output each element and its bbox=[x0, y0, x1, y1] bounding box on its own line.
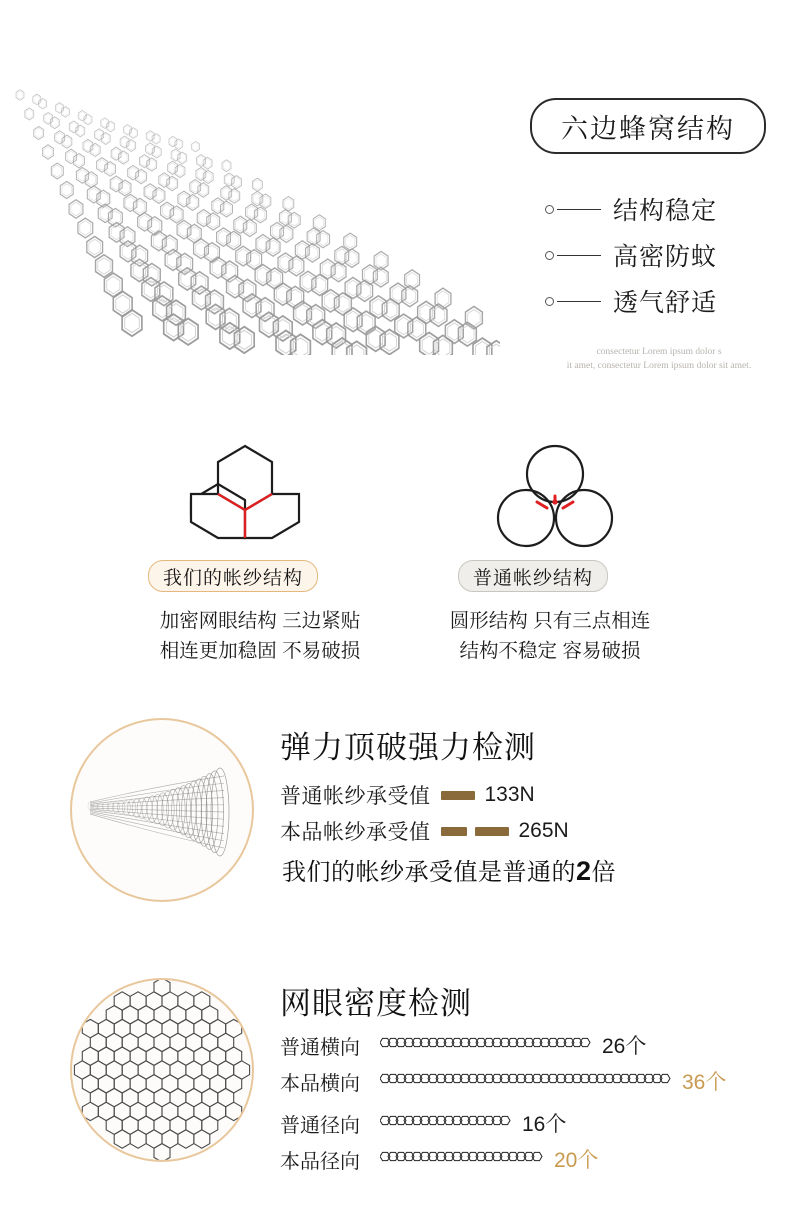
bullet-line-icon bbox=[557, 209, 601, 210]
density-chain-2 bbox=[380, 1110, 514, 1137]
tag-our-structure-label: 我们的帐纱结构 bbox=[163, 567, 304, 589]
bullet-dot-icon bbox=[545, 297, 554, 306]
density-row bbox=[280, 1144, 598, 1174]
density-heading: 网眼密度检测 bbox=[280, 986, 472, 1021]
hexagon-cluster-diagram bbox=[160, 438, 330, 548]
burst-bar bbox=[475, 827, 509, 836]
hero-latin-caption bbox=[548, 345, 770, 373]
tag-normal-structure-label: 普通帐纱结构 bbox=[473, 567, 594, 589]
feature-label: 高密防蚊 bbox=[613, 243, 718, 271]
tag-our-structure bbox=[148, 560, 318, 592]
density-row-value: 36个 bbox=[682, 1071, 727, 1094]
density-row bbox=[280, 1030, 646, 1060]
burst-bar-group bbox=[441, 791, 475, 800]
burst-row-label: 普通帐纱承受值 bbox=[280, 785, 431, 808]
density-test-photo bbox=[70, 978, 254, 1162]
density-chain-0 bbox=[380, 1032, 594, 1059]
burst-conclusion-suffix: 倍 bbox=[591, 859, 617, 886]
hero-title-box bbox=[530, 98, 766, 154]
honeycomb-mesh-illustration bbox=[0, 55, 500, 355]
density-row-label: 普通径向 bbox=[280, 1114, 360, 1137]
burst-bar bbox=[441, 791, 475, 800]
burst-bar bbox=[441, 827, 467, 836]
density-row-value: 20个 bbox=[554, 1149, 599, 1172]
burst-heading: 弹力顶破强力检测 bbox=[280, 730, 536, 765]
feature-item bbox=[545, 278, 775, 324]
latin-line-1: consectetur Lorem ipsum dolor s bbox=[596, 347, 722, 357]
cone-mesh-illustration bbox=[72, 720, 252, 900]
burst-conclusion bbox=[282, 852, 616, 887]
density-row bbox=[280, 1066, 726, 1096]
feature-item bbox=[545, 186, 775, 232]
bullet-line-icon bbox=[557, 255, 601, 256]
feature-label: 透气舒适 bbox=[613, 289, 718, 317]
burst-conclusion-prefix: 我们的帐纱承受值是普通的 bbox=[282, 859, 576, 886]
circle-cluster-diagram bbox=[470, 438, 640, 548]
density-chain-1 bbox=[380, 1068, 674, 1095]
density-row-label: 本品径向 bbox=[280, 1150, 360, 1173]
structure-comparison-section bbox=[0, 420, 790, 690]
hero-section bbox=[0, 0, 790, 410]
burst-row-label: 本品帐纱承受值 bbox=[280, 821, 431, 844]
burst-conclusion-number: 2 bbox=[576, 856, 592, 886]
normal-desc-line-2: 结构不稳定 容易破损 bbox=[459, 640, 641, 662]
density-row bbox=[280, 1108, 566, 1138]
density-row-value: 26个 bbox=[602, 1035, 647, 1058]
density-chain-3 bbox=[380, 1146, 546, 1173]
bullet-dot-icon bbox=[545, 205, 554, 214]
normal-desc-line-1: 圆形结构 只有三点相连 bbox=[449, 610, 651, 632]
mesh-density-section bbox=[0, 960, 790, 1210]
burst-row-value: 265N bbox=[518, 819, 569, 842]
burst-metric-row bbox=[280, 780, 535, 810]
hero-feature-list bbox=[545, 186, 775, 324]
burst-row-value: 133N bbox=[484, 783, 535, 806]
feature-label: 结构稳定 bbox=[613, 197, 718, 225]
burst-test-photo bbox=[70, 718, 254, 902]
normal-structure-description bbox=[400, 606, 700, 666]
bullet-line-icon bbox=[557, 301, 601, 302]
our-desc-line-1: 加密网眼结构 三边紧贴 bbox=[159, 610, 361, 632]
burst-strength-section bbox=[0, 700, 790, 950]
dense-honeycomb-illustration bbox=[72, 980, 252, 1160]
density-row-label: 本品横向 bbox=[280, 1072, 360, 1095]
our-structure-description bbox=[110, 606, 410, 666]
bullet-dot-icon bbox=[545, 251, 554, 260]
density-row-label: 普通横向 bbox=[280, 1036, 360, 1059]
tag-normal-structure bbox=[458, 560, 608, 592]
hero-title: 六边蜂窝结构 bbox=[561, 113, 735, 144]
density-row-value: 16个 bbox=[522, 1113, 567, 1136]
burst-bar-group bbox=[441, 827, 509, 836]
our-desc-line-2: 相连更加稳固 不易破损 bbox=[159, 640, 361, 662]
feature-item bbox=[545, 232, 775, 278]
latin-line-2: it amet, consectetur Lorem ipsum dolor sit amet. bbox=[566, 361, 752, 371]
burst-metric-row bbox=[280, 816, 569, 846]
